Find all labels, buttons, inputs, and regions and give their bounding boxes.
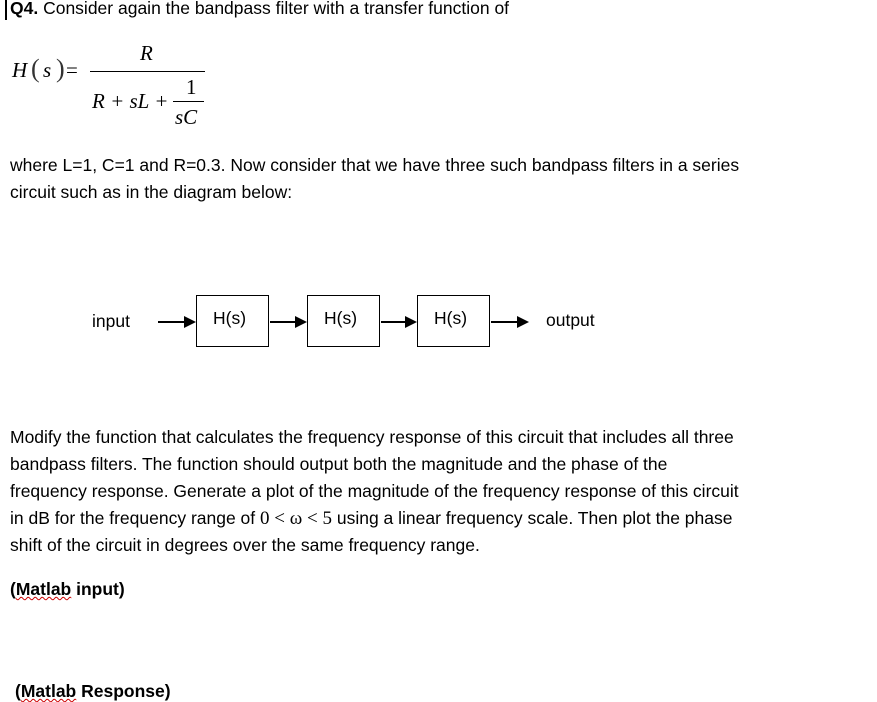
text-line <box>10 505 870 532</box>
fraction-line <box>90 71 205 72</box>
input-label: input <box>92 311 130 331</box>
paren: ( <box>15 681 21 701</box>
arrow-icon <box>158 321 194 323</box>
matlab-input-label <box>10 579 125 600</box>
question-heading <box>10 0 509 19</box>
cursor-bar <box>5 0 7 20</box>
filter-block <box>196 295 269 347</box>
inner-fraction-line <box>173 101 204 102</box>
arrow-icon <box>491 321 527 323</box>
block-label: H(s) <box>324 308 358 328</box>
label-rest: input) <box>71 579 125 599</box>
block-label: H(s) <box>434 308 468 328</box>
question-number: Q4. <box>10 0 39 18</box>
formula-paren-close: ) <box>56 54 65 83</box>
text-line: Modify the function that calculates the frequency response of this circuit that includes all three <box>10 427 734 447</box>
matlab-response-label <box>15 681 171 702</box>
paragraph-task <box>10 424 870 559</box>
text-line: bandpass filters. The function should output both the magnitude and the phase of the <box>10 454 668 474</box>
text-span: using a linear frequency scale. Then plot the phase <box>336 508 733 528</box>
formula-paren-open: ( <box>31 54 40 83</box>
output-label: output <box>546 310 595 330</box>
matlab-word: Matlab <box>15 579 72 599</box>
block-label: H(s) <box>213 308 247 328</box>
text-span: in dB for the frequency range of <box>10 508 256 528</box>
frequency-range-math: 0 < ω < 5 <box>260 508 332 529</box>
text-line: frequency response. Generate a plot of the magnitude of the frequency response of this circuit <box>10 481 739 501</box>
text-line: circuit such as in the diagram below: <box>10 182 293 202</box>
text-line: where L=1, C=1 and R=0.3. Now consider that we have three such bandpass filters in a series <box>10 155 740 175</box>
text-line: shift of the circuit in degrees over the same frequency range. <box>10 535 480 555</box>
filter-block <box>417 295 490 347</box>
formula-numerator: R <box>140 41 153 65</box>
formula-inner-numerator: 1 <box>186 75 197 99</box>
filter-block <box>307 295 380 347</box>
paren: ( <box>10 579 16 599</box>
formula-denominator: R + sL + <box>92 89 169 113</box>
formula-inner-denominator: sC <box>175 105 198 129</box>
arrow-icon <box>270 321 305 323</box>
question-intro: Consider again the bandpass filter with a transfer function of <box>38 0 510 18</box>
formula-lhs: H <box>12 58 28 82</box>
paragraph-setup <box>10 152 870 206</box>
formula-arg: s <box>43 58 52 82</box>
matlab-word: Matlab <box>20 681 77 701</box>
formula-equals: = <box>66 58 78 82</box>
label-rest: Response) <box>76 681 171 701</box>
arrow-icon <box>381 321 415 323</box>
